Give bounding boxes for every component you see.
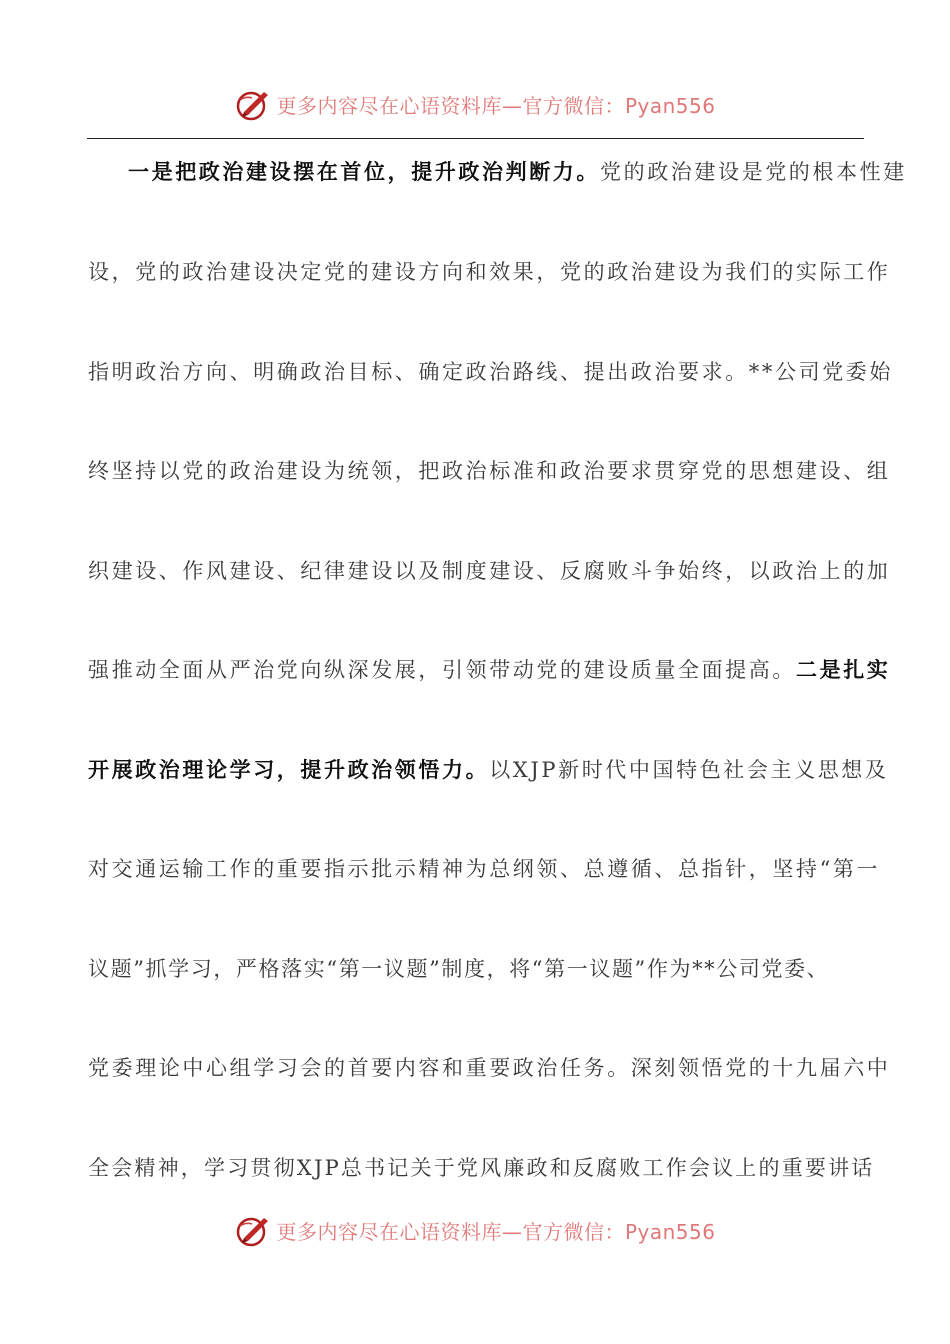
paragraph-line: 强推动全面从严治党向纵深发展，引领带动党的建设质量全面提高。二是扎实 <box>88 657 891 682</box>
paragraph-line: 党委理论中心组学习会的首要内容和重要政治任务。深刻领悟党的十九届六中 <box>88 1056 891 1080</box>
paragraph-line: 全会精神，学习贯彻XJP总书记关于党风廉政和反腐败工作会议上的重要讲话 <box>88 1156 875 1180</box>
bold-heading: 开展政治理论学习，提升政治领悟力。 <box>88 757 490 782</box>
paragraph-line: 议题”抓学习，严格落实“第一议题”制度，将“第一议题”作为**公司党委、 <box>88 957 830 981</box>
watermark-text: 更多内容尽在心语资料库—官方微信：Pyan556 <box>276 1219 716 1244</box>
paragraph-line: 终坚持以党的政治建设为统领，把政治标准和政治要求贯穿党的思想建设、组 <box>88 459 891 483</box>
paragraph-line: 织建设、作风建设、纪律建设以及制度建设、反腐败斗争始终，以政治上的加 <box>88 559 891 583</box>
bold-heading: 一是把政治建设摆在首位，提升政治判断力。 <box>128 159 600 184</box>
paragraph-line: 开展政治理论学习，提升政治领悟力。以XJP新时代中国特色社会主义思想及 <box>88 757 889 782</box>
paragraph-line: 设，党的政治建设决定党的建设方向和效果，党的政治建设为我们的实际工作 <box>88 260 891 284</box>
paragraph-line: 一是把政治建设摆在首位，提升政治判断力。党的政治建设是党的根本性建 <box>128 159 907 184</box>
pen-logo-icon <box>234 1212 272 1248</box>
footer-watermark <box>0 1210 950 1250</box>
paragraph-line: 指明政治方向、明确政治目标、确定政治路线、提出政治要求。**公司党委始 <box>88 360 893 384</box>
bold-heading: 二是扎实 <box>796 657 891 682</box>
paragraph-line: 对交通运输工作的重要指示批示精神为总纲领、总遵循、总指针，坚持“第一 <box>88 857 881 881</box>
watermark-text: 更多内容尽在心语资料库—官方微信：Pyan556 <box>276 93 716 118</box>
